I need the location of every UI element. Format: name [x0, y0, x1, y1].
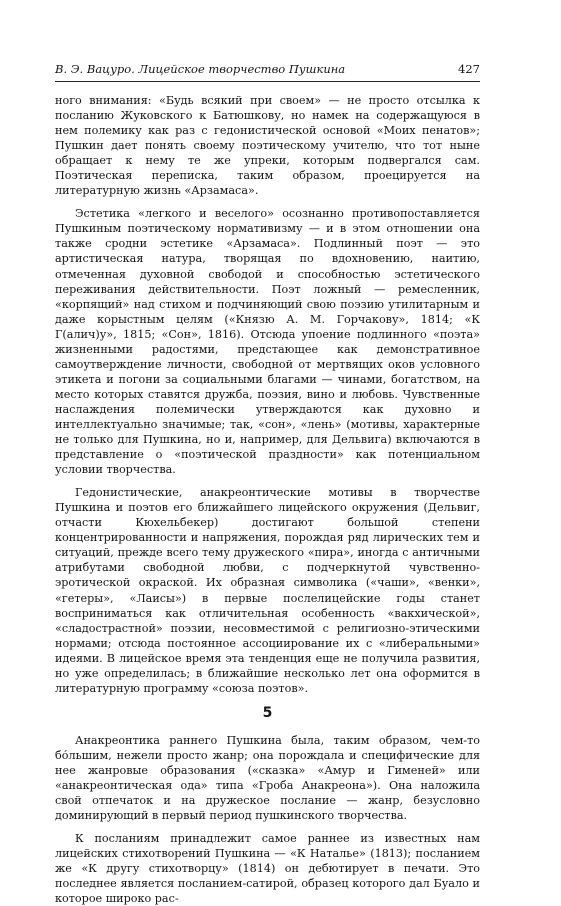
running-title: В. Э. Вацуро. Лицейское творчество Пушкина	[55, 62, 346, 76]
paragraph-4: Анакреонтика раннего Пушкина была, таким образом, чем-то бо́льшим, нежели просто жанр; она порождала и специфические для нее жанровые образования («сказка» «Амур и Гименей» или «анакреонтическая ода» типа «Гроба Анакреона»). Она наложила свой отпечаток и на дружеское послание — жанр, безусловно доминирующий в первый период пушкинского творчества.	[55, 733, 480, 823]
page-number: 427	[458, 62, 480, 76]
running-header	[55, 62, 480, 76]
paragraph-2: Эстетика «легкого и веселого» осознанно противопоставляется Пушкиным поэтическому нормативизму — и в этом отношении она также сродни эстетике «Арзамаса». Подлинный поэт — это артистическая натура, творящая по вдохновению, наитию, отмеченная духовной свободой и способностью эстетического переживания действительности. Поэт ложный — ремесленник, «корпящий» над стихом и подчиняющий свою поэзию утилитарным и даже корыстным целям («Князю А. М. Горчакову», 1814; «К Г(алич)у», 1815; «Сон», 1816). Отсюда упоение подлинного «поэта» жизненными радостями, предстающее как демонстративное самоутверждение личности, свободной от мертвящих оков условного этикета и погони за социальными благами — чинами, богатством, на место которых ставятся дружба, поэзия, вино и любовь. Чувственные наслаждения полемически утверждаются как духовно и интеллектуально значимые; так, «сон», «лень» (мотивы, характерные не только для Пушкина, но и, например, для Дельвига) включаются в представление о «поэтической праздности» как потенциальном условии творчества.	[55, 207, 480, 477]
paragraph-5: К посланиям принадлежит самое раннее из известных нам лицейских стихотворений Пушкина — «К Наталье» (1813); посланием же «К другу стихотворцу» (1814) он дебютирует в печати. Это последнее является посланием-сатирой, образец которого дал Буало и которое широко рас-	[55, 832, 480, 906]
body-text	[55, 93, 480, 906]
section-number: 5	[262, 704, 273, 721]
header-rule	[55, 81, 480, 82]
paragraph-1: ного внимания: «Будь всякий при своем» — не просто отсылка к посланию Жуковского к Батюшкову, но намек на содержащуюся в нем полемику как раз с гедонистической основой «Моих пенатов»; Пушкин дает понять своему поэтическому учителю, что тот ныне обращает к нему те же упреки, которым подвергался сам. Поэтическая переписка, таким образом, проецируется на литературную жизнь «Арзамаса».	[55, 94, 480, 198]
paragraph-3: Гедонистические, анакреонтические мотивы в творчестве Пушкина и поэтов его ближайшего лицейского окружения (Дельвиг, отчасти Кюхельбекер) достигают большой степени концентрированности и напряжения, порождая ряд лирических тем и ситуаций, прежде всего тему дружеского «пира», иногда с античными атрибутами свободной любви, с подчеркнутой чувственно-эротической окраской. Их образная символика («чаши», «венки», «гетеры», «Лаисы») в первые послелицейские годы станет восприниматься как отличительная особенность «вакхической», «сладострастной» поэзии, несовместимой с религиозно-этическими нормами; отсюда постоянное ассоциирование их с «либеральными» идеями. В лицейское время эта тенденция еще не получила развития, но уже определилась; в ближайшие несколько лет она оформится в литературную программу «союза поэтов».	[55, 486, 480, 695]
